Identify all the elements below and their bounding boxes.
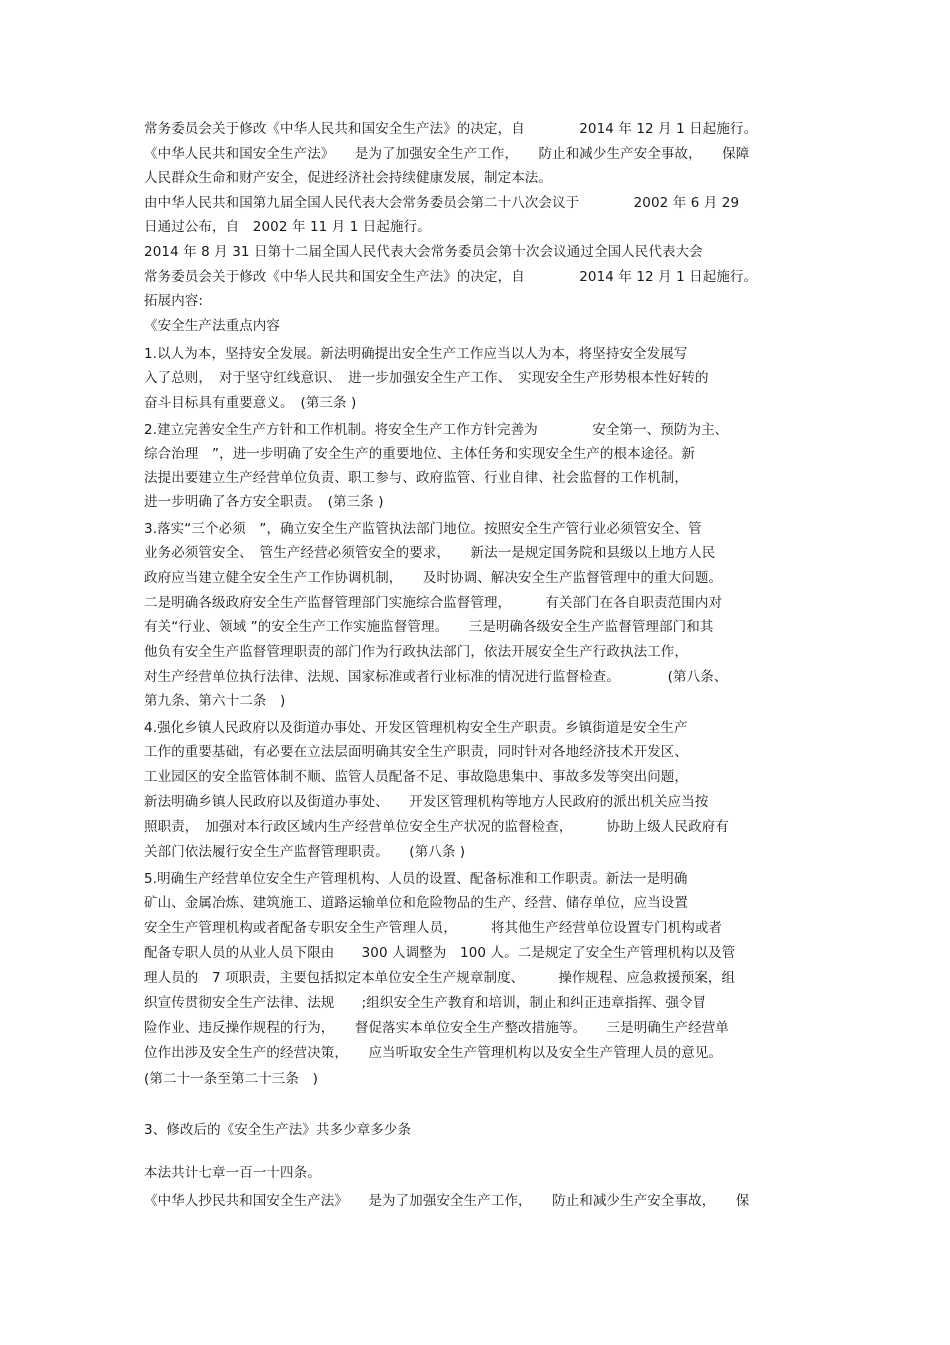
text-line: 有关“行业、领域 ”的安全生产工作实施监督管理。 三是明确各级安全生产监督管理部门和其 <box>144 619 714 635</box>
text-line: 二是明确各级政府安全生产监督管理部门实施综合监督管理， 有关部门在各自职责范围内对 <box>144 595 723 611</box>
text-line: 《中华人民共和国安全生产法》 是为了加强安全生产工作， 防止和减少生产安全事故， 保障 <box>144 146 750 162</box>
text-line: (第二十一条至第二十三条 ) <box>144 1071 318 1087</box>
text-line: 政府应当建立健全安全生产工作协调机制， 及时协调、解决安全生产监督管理中的重大问题。 <box>144 570 723 586</box>
text-line: 1.以人为本，坚持安全发展。新法明确提出安全生产工作应当以人为本，将坚持安全发展写 <box>144 346 688 362</box>
text-line: 第九条、第六十二条 ) <box>144 693 286 709</box>
text-line: 配备专职人员的从业人员下限由 300 人调整为 100 人。二是规定了安全生产管理机构以及管 <box>144 945 736 961</box>
text-line: 矿山、金属冶炼、建筑施工、道路运输单位和危险物品的生产、经营、储存单位，应当设置 <box>144 895 688 911</box>
text-line: 由中华人民共和国第九届全国人民代表大会常务委员会第二十八次会议于 2002 年 6 月 29 <box>144 195 740 211</box>
text-line: 3.落实“三个必须 ”，确立安全生产监管执法部门地位。按照安全生产管行业必须管安全、管 <box>144 521 702 537</box>
text-line: 拓展内容: <box>144 293 204 309</box>
text-line: 工业园区的安全监管体制不顺、监管人员配备不足、事故隐患集中、事故多发等突出问题， <box>144 769 688 785</box>
text-line: 人民群众生命和财产安全，促进经济社会持续健康发展，制定本法。 <box>144 170 552 186</box>
text-line: 2014 年 8 月 31 日第十二届全国人民代表大会常务委员会第十次会议通过全国人民代表大会 <box>144 244 703 260</box>
text-line: 对生产经营单位执行法律、法规、国家标准或者行业标准的情况进行监督检查。 (第八条、 <box>144 669 728 685</box>
text-line: 4.强化乡镇人民政府以及街道办事处、开发区管理机构安全生产职责。乡镇街道是安全生产 <box>144 720 688 736</box>
text-line: 照职责， 加强对本行政区域内生产经营单位安全生产状况的监督检查， 协助上级人民政府有 <box>144 819 729 835</box>
text-line: 他负有安全生产监督管理职责的部门作为行政执法部门，依法开展安全生产行政执法工作， <box>144 644 688 660</box>
text-line: 日通过公布，自 2002 年 11 月 1 日起施行。 <box>144 219 431 235</box>
text-line: 2.建立完善安全生产方针和工作机制。将安全生产工作方针完善为 安全第一、预防为主、 <box>144 422 729 438</box>
text-line: 法提出要建立生产经营单位负责、职工参与、政府监管、行业自律、社会监督的工作机制， <box>144 470 688 486</box>
text-line: 本法共计七章一百一十四条。 <box>144 1165 321 1181</box>
question-heading: 3、修改后的《安全生产法》共多少章多少条 <box>144 1122 412 1138</box>
text-line: 奋斗目标具有重要意义。 (第三条 ) <box>144 395 357 411</box>
text-line: 业务必须管安全、 管生产经营必须管安全的要求， 新法一是规定国务院和县级以上地方人民 <box>144 545 716 561</box>
text-line: 位作出涉及安全生产的经营决策， 应当听取安全生产管理机构以及安全生产管理人员的意见。 <box>144 1045 723 1061</box>
text-line: 进一步明确了各方安全职责。 (第三条 ) <box>144 494 384 510</box>
text-line: 织宣传贯彻安全生产法律、法规 ;组织安全生产教育和培训，制止和纠正违章指挥、强令冒 <box>144 995 707 1011</box>
text-line: 关部门依法履行安全生产监督管理职责。 (第八条 ) <box>144 844 466 860</box>
text-line: 理人员的 7 项职责，主要包括拟定本单位安全生产规章制度、 操作规程、应急救援预案，组 <box>144 970 736 986</box>
text-line: 常务委员会关于修改《中华人民共和国安全生产法》的决定，自 2014 年 12 月 1 日起施行。 <box>144 121 758 137</box>
text-line: 险作业、违反操作规程的行为， 督促落实本单位安全生产整改措施等。 三是明确生产经营单 <box>144 1020 729 1036</box>
text-line: 常务委员会关于修改《中华人民共和国安全生产法》的决定，自 2014 年 12 月 1 日起施行。 <box>144 269 758 285</box>
text-line: 5.明确生产经营单位安全生产管理机构、人员的设置、配备标准和工作职责。新法一是明确 <box>144 871 688 887</box>
text-line: 安全生产管理机构或者配备专职安全生产管理人员， 将其他生产经营单位设置专门机构或者 <box>144 920 723 936</box>
text-line: 工作的重要基础，有必要在立法层面明确其安全生产职责，同时针对各地经济技术开发区、 <box>144 744 688 760</box>
text-line: 入了总则， 对于坚守红线意识、 进一步加强安全生产工作、 实现安全生产形势根本性好转的 <box>144 370 709 386</box>
text-line: 新法明确乡镇人民政府以及街道办事处、 开发区管理机构等地方人民政府的派出机关应当按 <box>144 794 709 810</box>
text-line: 《中华人抄民共和国安全生产法》 是为了加强安全生产工作， 防止和减少生产安全事故， 保 <box>144 1193 750 1209</box>
section-heading: 《安全生产法重点内容 <box>144 318 280 334</box>
text-line: 综合治理 ”，进一步明确了安全生产的重要地位、主体任务和实现安全生产的根本途径。新 <box>144 446 696 462</box>
